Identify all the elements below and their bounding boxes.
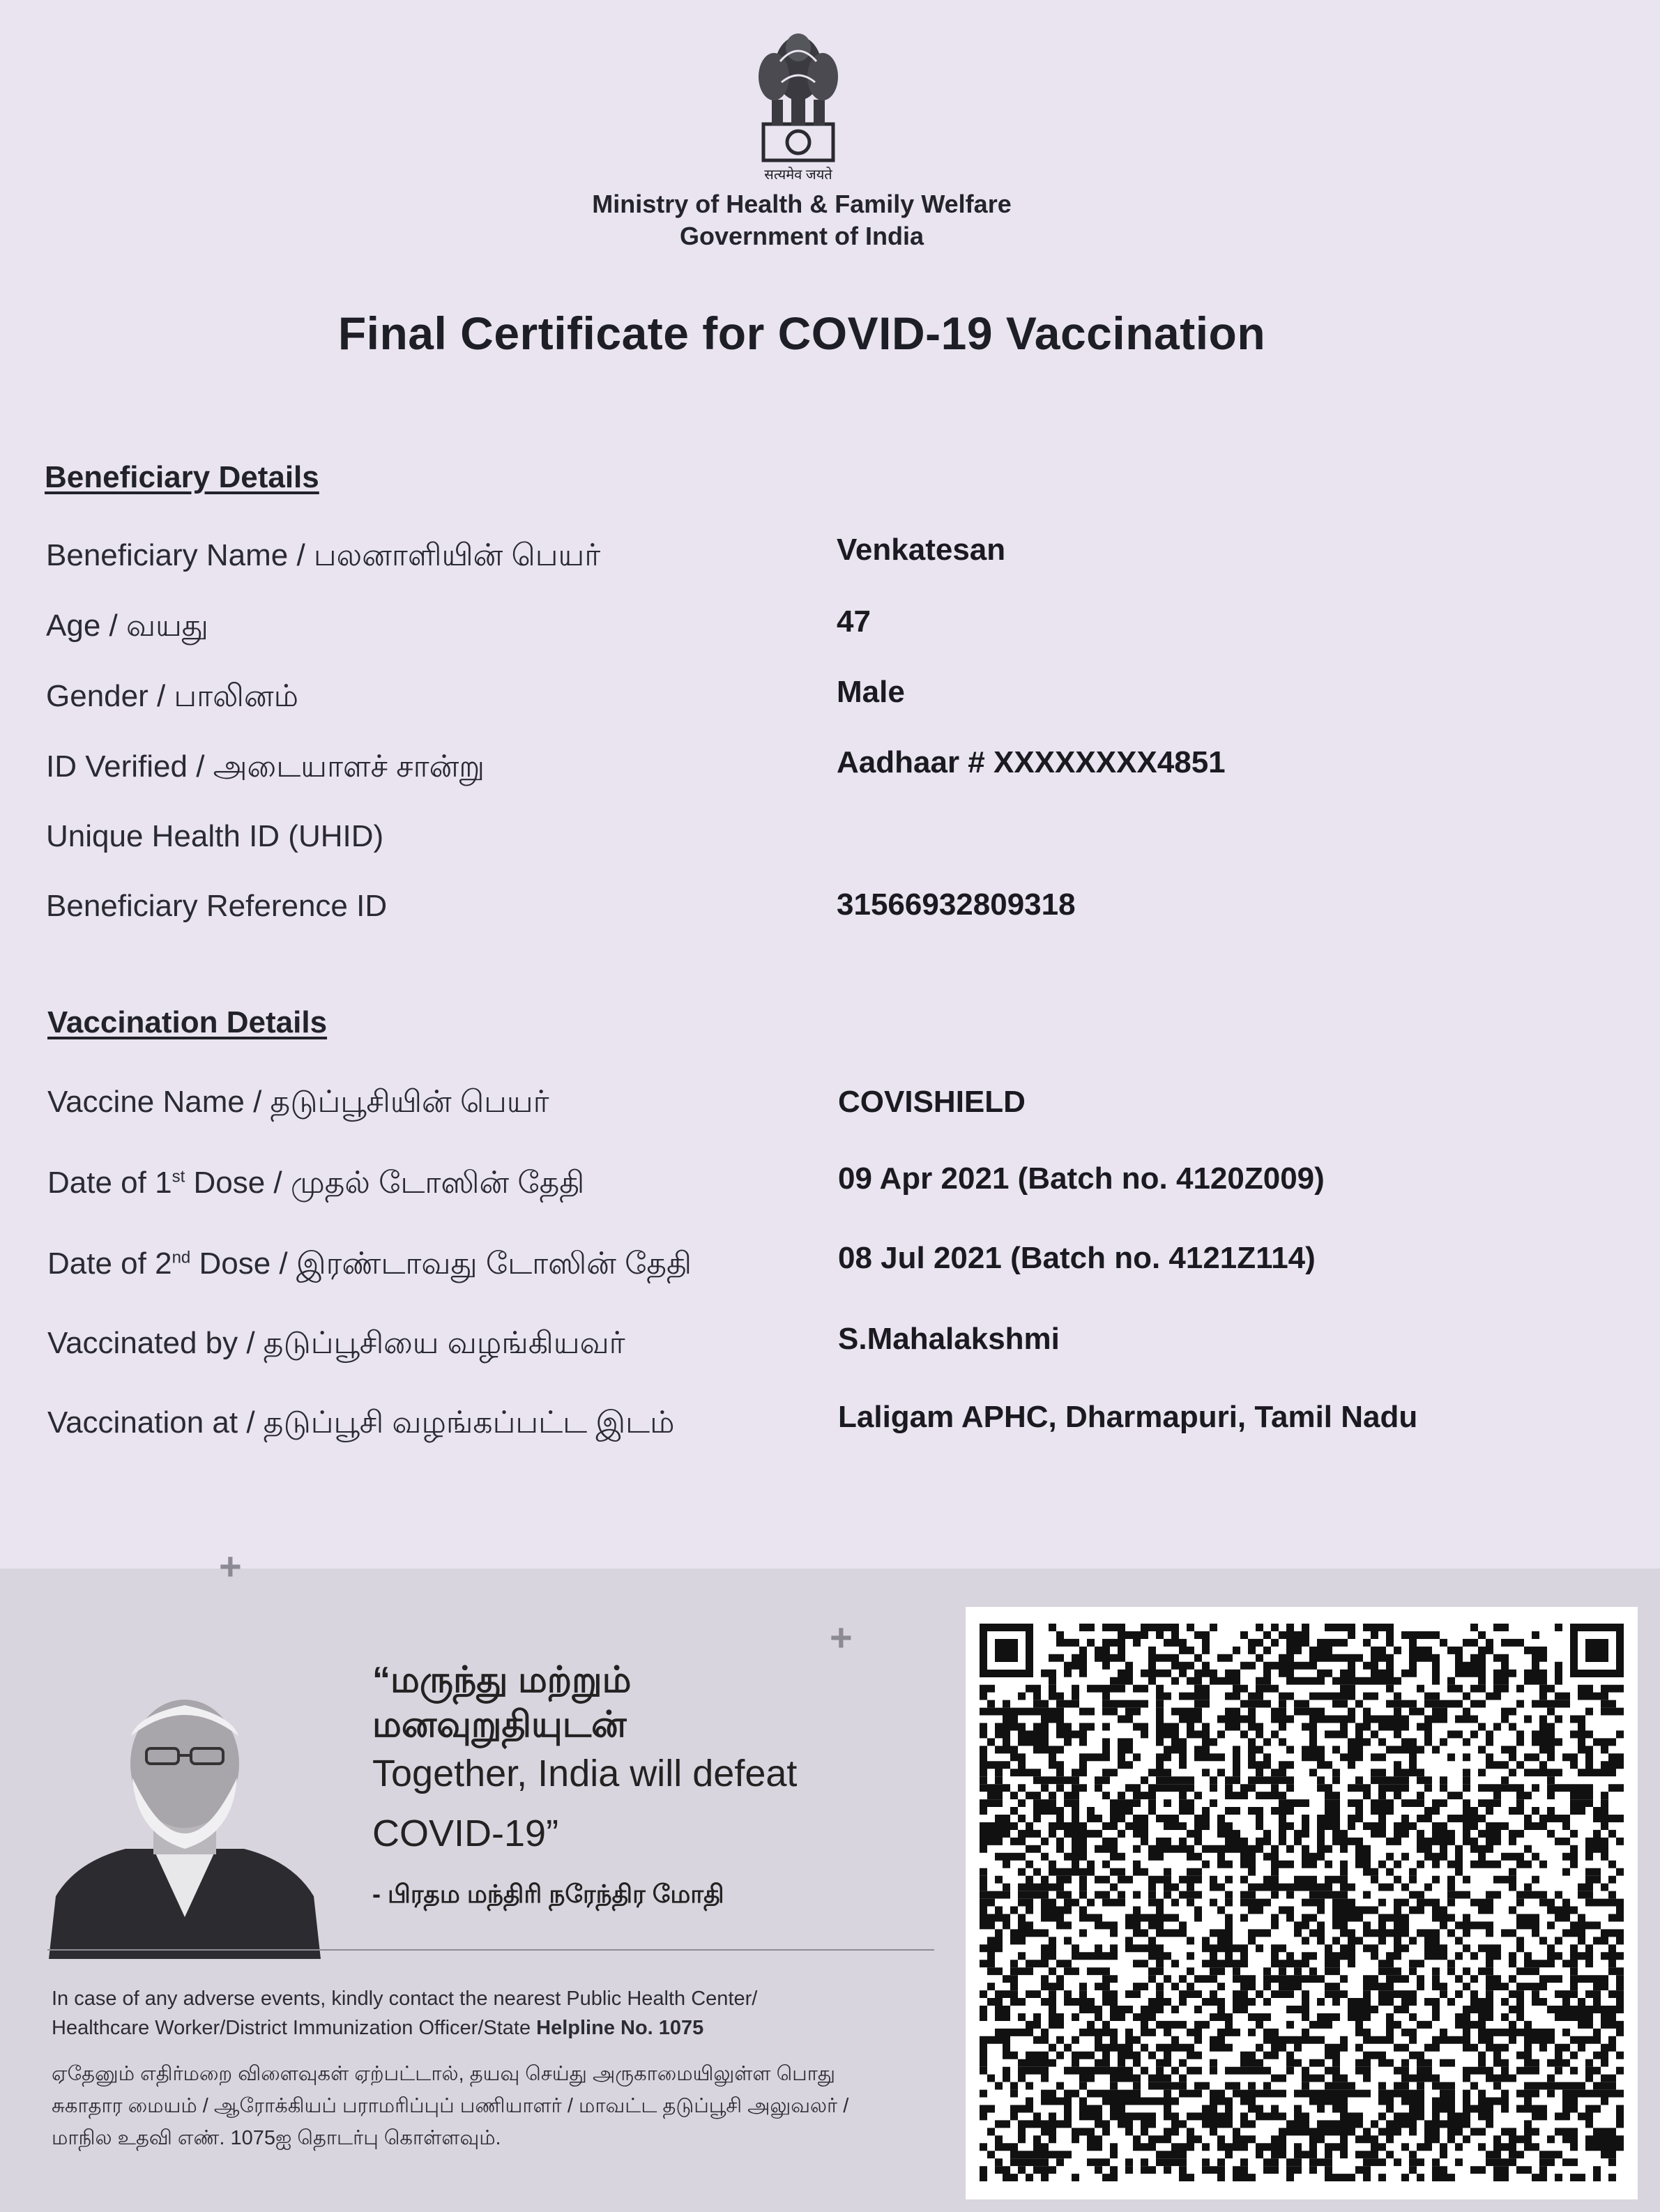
first-dose-row: [47, 1161, 1581, 1214]
emblem-motto: सत्यमेव जयते: [764, 167, 832, 183]
field-value: 09 Apr 2021 (Batch no. 4120Z009): [838, 1161, 1325, 1196]
beneficiary-section-heading: Beneficiary Details: [45, 460, 319, 494]
notice-text: Healthcare Worker/District Immunization Officer/State: [52, 2017, 537, 2039]
field-label: Beneficiary Reference ID: [46, 889, 388, 923]
reference-id-row: [46, 889, 1580, 938]
quote-byline: - பிரதம மந்திரி நரேந்திர மோதி: [372, 1879, 724, 1908]
vaccination-section-heading: Vaccination Details: [47, 1005, 328, 1039]
field-label: ID Verified / அடையாளச் சான்று: [46, 749, 485, 784]
field-label: Gender / பாலினம்: [46, 679, 299, 713]
field-value: 31566932809318: [837, 887, 1076, 922]
ordinal-suffix: st: [172, 1167, 185, 1187]
field-value: COVISHIELD: [838, 1085, 1026, 1119]
ordinal-suffix: nd: [172, 1248, 191, 1267]
field-label: Vaccine Name / தடுப்பூசியின் பெயர்: [47, 1085, 549, 1119]
second-dose-row: [47, 1241, 1581, 1295]
state-emblem-icon: [749, 20, 847, 166]
field-label: Age / வயது: [46, 609, 208, 643]
notice-line: மாநில உதவி எண். 1075ஐ தொடர்பு கொள்ளவும்.: [52, 2127, 501, 2149]
field-label: Unique Health ID (UHID): [46, 819, 384, 853]
field-value: Laligam APHC, Dharmapuri, Tamil Nadu: [838, 1400, 1418, 1434]
field-label: [47, 1246, 692, 1286]
uhid-row: [46, 819, 1580, 868]
notice-line: In case of any adverse events, kindly contact the nearest Public Health Center/: [52, 1988, 758, 2010]
field-label: Beneficiary Name / பலனாளியின் பெயர்: [46, 538, 601, 572]
qr-code-icon: [980, 1624, 1624, 2181]
portrait-image: [49, 1687, 321, 1959]
field-label: Vaccinated by / தடுப்பூசியை வழங்கியவர்: [47, 1326, 625, 1360]
field-value: Venkatesan: [837, 533, 1006, 567]
notice-line: சுகாதார மையம் / ஆரோக்கியப் பராமரிப்புப் பணியாளர் / மாவட்ட தடுப்பூசி அலுவலர் /: [52, 2095, 849, 2117]
field-value: Male: [837, 675, 905, 709]
vaccinated-by-row: [47, 1322, 1581, 1375]
divider: [47, 1949, 934, 1951]
adverse-event-notice-english: [52, 1984, 944, 2043]
gender-row: [46, 675, 1580, 728]
label-text: Date of 2: [47, 1246, 172, 1281]
field-value: S.Mahalakshmi: [838, 1322, 1060, 1356]
vaccine-name-row: [47, 1085, 1581, 1134]
id-verified-row: [46, 745, 1580, 798]
beneficiary-name-row: [46, 533, 1580, 587]
notice-line: ஏதேனும் எதிர்மறை விளைவுகள் ஏற்பட்டால், தயவு செய்து அருகாமையிலுள்ள பொது: [52, 2063, 836, 2085]
page-title: Final Certificate for COVID-19 Vaccination: [337, 307, 1266, 359]
notice-line: [52, 2013, 944, 2043]
label-text: Dose / இரண்டாவது டோஸின் தேதி: [190, 1246, 692, 1281]
quote-english-line: Together, India will defeat: [372, 1753, 798, 1794]
quote-tamil-line: மனவுறுதியுடன்: [372, 1704, 627, 1745]
ministry-heading: [418, 188, 1185, 252]
adverse-event-notice-tamil: [52, 2058, 944, 2154]
field-label: [47, 1166, 584, 1205]
government-name: Government of India: [679, 222, 924, 250]
field-label: Vaccination at / தடுப்பூசி வழங்கப்பட்ட இடம்: [47, 1405, 675, 1440]
field-value: Aadhaar # XXXXXXXX4851: [837, 745, 1226, 779]
label-text: Dose / முதல் டோஸின் தேதி: [185, 1166, 585, 1200]
qr-code: [966, 1607, 1638, 2199]
ministry-name: Ministry of Health & Family Welfare: [592, 190, 1012, 218]
label-text: Date of 1: [47, 1166, 172, 1200]
age-row: [46, 604, 1580, 657]
registration-mark-icon: +: [830, 1615, 853, 1659]
quote-english-line: COVID-19”: [372, 1813, 559, 1854]
field-value: 47: [837, 604, 871, 639]
registration-mark-icon: +: [219, 1544, 242, 1588]
pm-quote: [372, 1658, 930, 1856]
helpline-number: Helpline No. 1075: [536, 2017, 704, 2039]
field-value: 08 Jul 2021 (Batch no. 4121Z114): [838, 1241, 1316, 1275]
quote-tamil-line: “மருந்து மற்றும்: [372, 1660, 632, 1700]
vaccination-at-row: [47, 1400, 1581, 1454]
